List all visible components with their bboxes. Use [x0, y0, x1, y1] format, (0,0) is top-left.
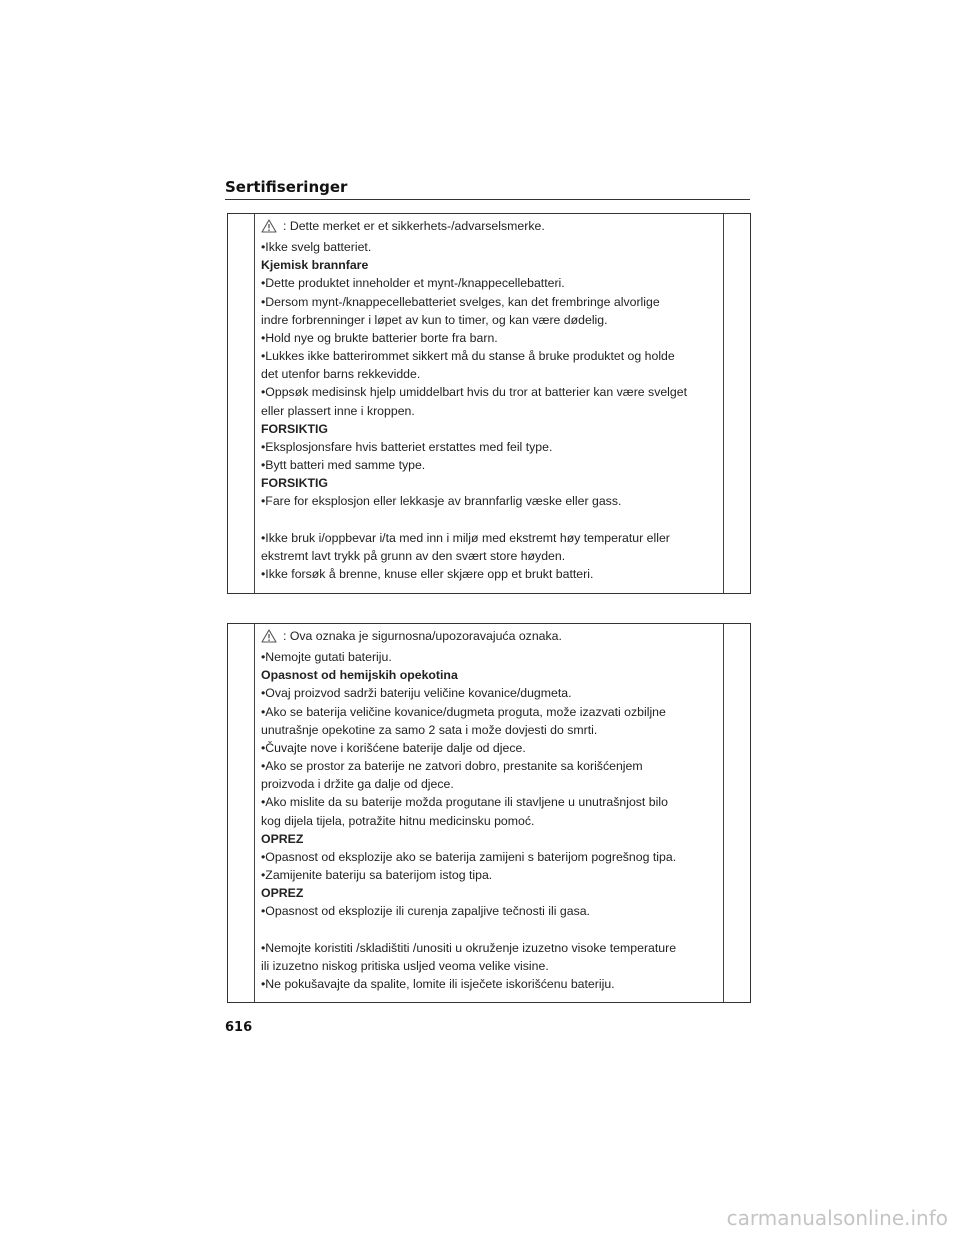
- warning-heading: [261, 666, 721, 684]
- warning-line-text: •Ako se prostor za baterije ne zatvori dobro, prestanite sa korišćenjem: [261, 759, 643, 774]
- warning-line: [261, 492, 721, 510]
- warning-line: [261, 456, 721, 474]
- warning-line: [261, 775, 721, 793]
- warning-line: [261, 238, 721, 256]
- warning-line-text: •Oppsøk medisinsk hjelp umiddelbart hvis du tror at batterier kan være svelget: [261, 385, 688, 400]
- warning-line: [261, 627, 721, 648]
- watermark: carmanualsonline.info: [726, 1206, 948, 1230]
- table-column-divider-right: [723, 214, 724, 593]
- norwegian-warning-text: [261, 217, 721, 583]
- warning-line-text: •Nemojte gutati bateriju.: [261, 650, 392, 665]
- warning-line-text: ekstremt lavt trykk på grunn av den svært store høyden.: [261, 548, 566, 563]
- croatian-warning-text: [261, 627, 721, 993]
- warning-line-text: •Ako se baterija veličine kovanice/dugmeta proguta, može izazvati ozbiljne: [261, 704, 666, 719]
- warning-line: [261, 739, 721, 757]
- warning-line: [261, 274, 721, 292]
- warning-line: [261, 529, 721, 547]
- warning-line-text: •Zamijenite bateriju sa baterijom istog tipa.: [261, 868, 493, 883]
- warning-line-text: •Eksplosjonsfare hvis batteriet erstattes med feil type.: [261, 439, 553, 454]
- warning-line: [261, 311, 721, 329]
- table-column-divider-left: [254, 214, 255, 593]
- warning-line-text: •Hold nye og brukte batterier borte fra barn.: [261, 330, 498, 345]
- warning-line: [261, 812, 721, 830]
- warning-line-text: •Lukkes ikke batterirommet sikkert må du stanse å bruke produktet og holde: [261, 349, 675, 364]
- warning-line-text: Kjemisk brannfare: [261, 258, 369, 273]
- warning-line: [261, 347, 721, 365]
- warning-line-text: : Ova oznaka je sigurnosna/upozoravajuća oznaka.: [283, 629, 562, 643]
- warning-line: [261, 848, 721, 866]
- warning-triangle-icon: [261, 219, 277, 238]
- warning-heading: [261, 420, 721, 438]
- warning-line: [261, 902, 721, 920]
- warning-line-text: : Dette merket er et sikkerhets-/advarselsmerke.: [283, 219, 545, 233]
- warning-line: [261, 329, 721, 347]
- warning-triangle-icon: [261, 629, 277, 648]
- warning-line-text: eller plassert inne i kroppen.: [261, 403, 415, 418]
- warning-line-text: •Fare for eksplosjon eller lekkasje av brannfarlig væske eller gass.: [261, 494, 622, 509]
- warning-line-text: OPREZ: [261, 831, 304, 846]
- warning-line-text: det utenfor barns rekkevidde.: [261, 367, 421, 382]
- warning-line: [261, 684, 721, 702]
- title-divider: [225, 199, 750, 200]
- warning-line-text: •Nemojte koristiti /skladištiti /unositi u okruženje izuzetno visoke temperature: [261, 940, 677, 955]
- warning-heading: [261, 256, 721, 274]
- warning-heading: [261, 884, 721, 902]
- warning-line: [261, 866, 721, 884]
- warning-line-text: FORSIKTIG: [261, 476, 328, 491]
- warning-line: [261, 402, 721, 420]
- section-title: Sertifiseringer: [225, 178, 348, 196]
- warning-line-text: •Dersom mynt-/knappecellebatteriet svelges, kan det frembringe alvorlige: [261, 294, 660, 309]
- warning-line: [261, 793, 721, 811]
- warning-line: [261, 547, 721, 565]
- warning-line-text: •Ovaj proizvod sadrži bateriju veličine kovanice/dugmeta.: [261, 686, 572, 701]
- warning-line: [261, 975, 721, 993]
- warning-line: [261, 293, 721, 311]
- warning-heading: [261, 830, 721, 848]
- warning-line-text: OPREZ: [261, 886, 304, 901]
- warning-line-text: •Ne pokušavajte da spalite, lomite ili isječete iskorišćenu bateriju.: [261, 976, 615, 991]
- table-column-divider-left: [254, 624, 255, 1002]
- warning-line: [261, 703, 721, 721]
- warning-line-text: kog dijela tijela, potražite hitnu medicinsku pomoć.: [261, 813, 535, 828]
- page-number: 616: [225, 1020, 253, 1035]
- warning-line: [261, 721, 721, 739]
- norwegian-warning-box: [227, 213, 751, 594]
- warning-line-text: •Opasnost od eksplozije ili curenja zapaljive tečnosti ili gasa.: [261, 904, 590, 919]
- croatian-warning-box: [227, 623, 751, 1003]
- warning-line-text: •Ikke bruk i/oppbevar i/ta med inn i miljø med ekstremt høy temperatur eller: [261, 530, 670, 545]
- warning-line-text: •Bytt batteri med samme type.: [261, 458, 426, 473]
- warning-line: [261, 383, 721, 401]
- warning-line: [261, 565, 721, 583]
- warning-line: [261, 939, 721, 957]
- warning-line-text: •Dette produktet inneholder et mynt-/knappecellebatteri.: [261, 276, 565, 291]
- warning-line: [261, 957, 721, 975]
- paragraph-gap: [261, 511, 721, 529]
- warning-line-text: unutrašnje opekotine za samo 2 sata i može dovjesti do smrti.: [261, 722, 598, 737]
- warning-line-text: FORSIKTIG: [261, 421, 328, 436]
- warning-line: [261, 648, 721, 666]
- warning-line-text: •Ako mislite da su baterije možda progutane ili stavljene u unutrašnjost bilo: [261, 795, 668, 810]
- warning-line-text: •Ikke svelg batteriet.: [261, 240, 372, 255]
- table-column-divider-right: [723, 624, 724, 1002]
- warning-line: [261, 438, 721, 456]
- warning-line-text: •Čuvajte nove i korišćene baterije dalje od djece.: [261, 740, 526, 755]
- warning-line-text: indre forbrenninger i løpet av kun to timer, og kan være dødelig.: [261, 312, 608, 327]
- warning-line: [261, 757, 721, 775]
- warning-line-text: •Ikke forsøk å brenne, knuse eller skjære opp et brukt batteri.: [261, 566, 594, 581]
- warning-line-text: Opasnost od hemijskih opekotina: [261, 668, 458, 683]
- warning-line: [261, 217, 721, 238]
- warning-line-text: proizvoda i držite ga dalje od djece.: [261, 777, 454, 792]
- paragraph-gap: [261, 921, 721, 939]
- warning-line-text: •Opasnost od eksplozije ako se baterija zamijeni s baterijom pogrešnog tipa.: [261, 849, 677, 864]
- warning-heading: [261, 474, 721, 492]
- warning-line-text: ili izuzetno niskog pritiska usljed veoma velike visine.: [261, 958, 549, 973]
- warning-line: [261, 365, 721, 383]
